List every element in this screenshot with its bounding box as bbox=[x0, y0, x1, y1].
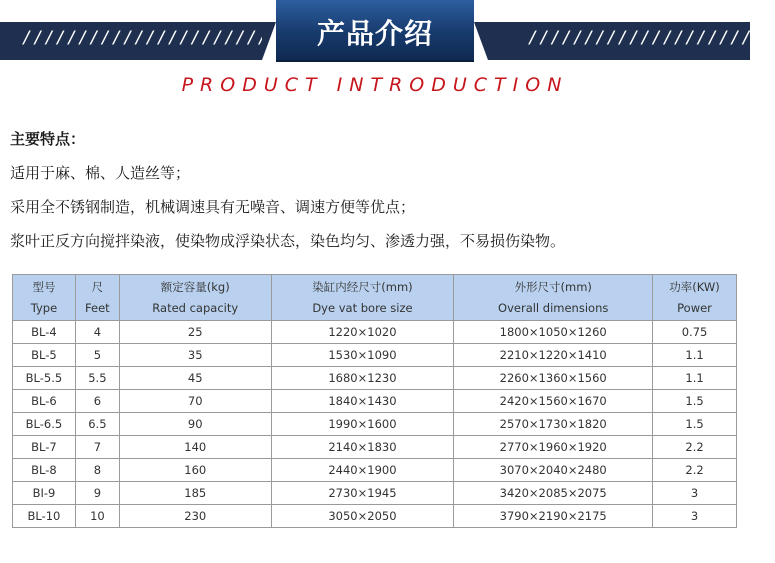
dimensions-cell: 2260×1360×1560 bbox=[454, 367, 653, 390]
column-header-dimensions: 外形尺寸(mm) Overall dimensions bbox=[454, 275, 653, 321]
table-row bbox=[13, 482, 737, 505]
capacity-cell: 70 bbox=[119, 390, 271, 413]
type-cell: BL-5 bbox=[13, 344, 76, 367]
dimensions-cell: 3070×2040×2480 bbox=[454, 459, 653, 482]
power-cell: 2.2 bbox=[653, 459, 737, 482]
type-cell: BL-10 bbox=[13, 505, 76, 528]
feature-line: 浆叶正反方向搅拌染液，使染物成浮染状态，染色均匀、渗透力强，不易损伤染物。 bbox=[10, 232, 566, 250]
column-header-power: 功率(KW) Power bbox=[653, 275, 737, 321]
bore-size-cell: 2140×1830 bbox=[271, 436, 454, 459]
type-cell: BL-4 bbox=[13, 321, 76, 344]
table-row bbox=[13, 459, 737, 482]
table-header-row bbox=[13, 275, 737, 321]
banner-right-bar bbox=[488, 22, 775, 60]
power-cell: 1.1 bbox=[653, 367, 737, 390]
table-row bbox=[13, 436, 737, 459]
feet-cell: 5.5 bbox=[75, 367, 119, 390]
feet-cell: 7 bbox=[75, 436, 119, 459]
dimensions-cell: 2770×1960×1920 bbox=[454, 436, 653, 459]
power-cell: 3 bbox=[653, 505, 737, 528]
banner-left-bar bbox=[0, 22, 270, 60]
bore-size-cell: 1680×1230 bbox=[271, 367, 454, 390]
column-header-feet: 尺 Feet bbox=[75, 275, 119, 321]
banner-right-slashes: ////////////////////// bbox=[528, 28, 775, 48]
page-subtitle: PRODUCT INTRODUCTION bbox=[181, 74, 569, 96]
table-row bbox=[13, 367, 737, 390]
feet-cell: 5 bbox=[75, 344, 119, 367]
feet-cell: 9 bbox=[75, 482, 119, 505]
type-cell: BL-5.5 bbox=[13, 367, 76, 390]
bore-size-cell: 2440×1900 bbox=[271, 459, 454, 482]
type-cell: BI-9 bbox=[13, 482, 76, 505]
capacity-cell: 160 bbox=[119, 459, 271, 482]
feature-line: 适用于麻、棉、人造丝等； bbox=[10, 164, 191, 182]
feet-cell: 4 bbox=[75, 321, 119, 344]
power-cell: 1.5 bbox=[653, 390, 737, 413]
table-row bbox=[13, 321, 737, 344]
dimensions-cell: 3420×2085×2075 bbox=[454, 482, 653, 505]
column-header-bore-size: 染缸内经尺寸(mm) Dye vat bore size bbox=[271, 275, 454, 321]
bore-size-cell: 1530×1090 bbox=[271, 344, 454, 367]
spec-table bbox=[12, 274, 737, 528]
bore-size-cell: 1990×1600 bbox=[271, 413, 454, 436]
capacity-cell: 140 bbox=[119, 436, 271, 459]
column-header-capacity: 额定容量(kg) Rated capacity bbox=[119, 275, 271, 321]
banner-left-slashes: ////////////////////// bbox=[22, 28, 270, 48]
type-cell: BL-6.5 bbox=[13, 413, 76, 436]
bore-size-cell: 1220×1020 bbox=[271, 321, 454, 344]
feature-line: 采用全不锈钢制造，机械调速具有无噪音、调速方便等优点； bbox=[10, 198, 416, 216]
type-cell: BL-6 bbox=[13, 390, 76, 413]
dimensions-cell: 2570×1730×1820 bbox=[454, 413, 653, 436]
features-heading: 主要特点： bbox=[10, 130, 86, 148]
page-title: 产品介绍 bbox=[316, 17, 433, 50]
feet-cell: 6.5 bbox=[75, 413, 119, 436]
power-cell: 1.1 bbox=[653, 344, 737, 367]
dimensions-cell: 3790×2190×2175 bbox=[454, 505, 653, 528]
title-banner bbox=[0, 0, 775, 64]
feet-cell: 10 bbox=[75, 505, 119, 528]
capacity-cell: 35 bbox=[119, 344, 271, 367]
capacity-cell: 45 bbox=[119, 367, 271, 390]
type-cell: BL-7 bbox=[13, 436, 76, 459]
feet-cell: 6 bbox=[75, 390, 119, 413]
capacity-cell: 185 bbox=[119, 482, 271, 505]
power-cell: 2.2 bbox=[653, 436, 737, 459]
table-row bbox=[13, 413, 737, 436]
power-cell: 0.75 bbox=[653, 321, 737, 344]
feet-cell: 8 bbox=[75, 459, 119, 482]
capacity-cell: 230 bbox=[119, 505, 271, 528]
dimensions-cell: 2420×1560×1670 bbox=[454, 390, 653, 413]
type-cell: BL-8 bbox=[13, 459, 76, 482]
dimensions-cell: 2210×1220×1410 bbox=[454, 344, 653, 367]
power-cell: 1.5 bbox=[653, 413, 737, 436]
power-cell: 3 bbox=[653, 482, 737, 505]
dimensions-cell: 1800×1050×1260 bbox=[454, 321, 653, 344]
bore-size-cell: 2730×1945 bbox=[271, 482, 454, 505]
column-header-type: 型号 Type bbox=[13, 275, 76, 321]
bore-size-cell: 1840×1430 bbox=[271, 390, 454, 413]
table-row bbox=[13, 505, 737, 528]
capacity-cell: 90 bbox=[119, 413, 271, 436]
capacity-cell: 25 bbox=[119, 321, 271, 344]
features-section bbox=[10, 122, 740, 258]
table-row bbox=[13, 344, 737, 367]
table-row bbox=[13, 390, 737, 413]
bore-size-cell: 3050×2050 bbox=[271, 505, 454, 528]
banner-title-plate bbox=[262, 0, 488, 62]
